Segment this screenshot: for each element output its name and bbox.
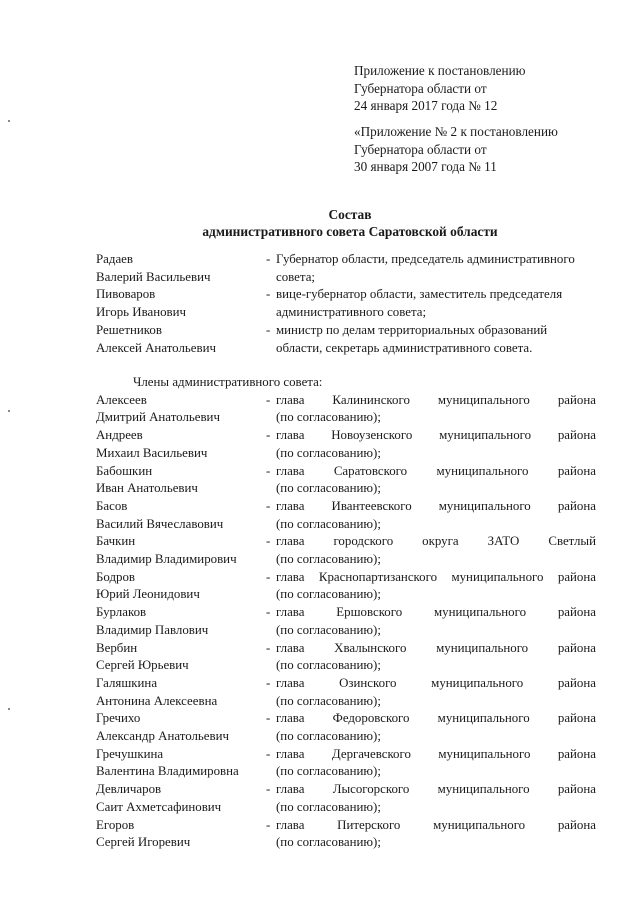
person-surname: Бачкин — [96, 534, 136, 549]
appendix-original-note — [354, 123, 624, 176]
role-line: глава Питерского муниципального района — [276, 817, 596, 832]
appendix-line: 30 января 2007 года № 11 — [354, 159, 497, 174]
role-text — [276, 710, 596, 745]
role-line: глава Хвалынского муниципального района — [276, 640, 596, 655]
role-dash: - — [266, 746, 271, 761]
role-line: глава Ершовского муниципального района — [276, 605, 596, 620]
person-role — [266, 746, 596, 781]
role-line: (по согласованию); — [276, 799, 381, 814]
person-role — [266, 533, 596, 568]
role-dash: - — [266, 252, 271, 266]
role-dash: - — [266, 782, 271, 797]
appendix-line: 24 января 2017 года № 12 — [354, 98, 498, 113]
role-text — [276, 569, 596, 604]
person-surname: Егоров — [96, 817, 135, 832]
role-text — [276, 427, 596, 462]
member-entry — [96, 604, 596, 639]
person-name — [96, 569, 266, 604]
role-text — [276, 746, 596, 781]
scan-speck — [8, 708, 10, 710]
role-text — [276, 286, 596, 321]
members-rows — [96, 392, 596, 852]
role-line: (по согласованию); — [276, 693, 381, 708]
person-given-names: Александр Анатольевич — [96, 729, 229, 744]
member-entry — [96, 746, 596, 781]
members-list — [96, 374, 596, 852]
person-role — [266, 463, 596, 498]
person-role — [266, 498, 596, 533]
person-name — [96, 392, 266, 427]
person-surname: Басов — [96, 498, 128, 513]
role-line: глава Дергачевского муниципального района — [276, 746, 596, 761]
person-given-names: Владимир Владимирович — [96, 552, 237, 567]
person-given-names: Антонина Алексеевна — [96, 693, 218, 708]
person-role — [266, 640, 596, 675]
role-dash: - — [266, 463, 271, 478]
person-name — [96, 710, 266, 745]
role-line: (по согласованию); — [276, 835, 381, 850]
member-entry — [96, 498, 596, 533]
role-line: глава Новоузенского муниципального района — [276, 428, 596, 443]
person-given-names: Сергей Игоревич — [96, 835, 191, 850]
role-line: области, секретарь административного совета. — [276, 340, 533, 355]
person-surname: Бурлаков — [96, 605, 147, 620]
role-line: (по согласованию); — [276, 764, 381, 779]
person-role — [266, 392, 596, 427]
leader-entry — [96, 286, 596, 321]
person-surname: Гречихо — [96, 711, 141, 726]
role-line: административного совета; — [276, 305, 427, 320]
person-name — [96, 322, 266, 357]
member-entry — [96, 675, 596, 710]
member-entry — [96, 817, 596, 852]
member-entry — [96, 569, 596, 604]
person-surname: Бабошкин — [96, 463, 153, 478]
person-surname: Девличаров — [96, 782, 162, 797]
person-given-names: Дмитрий Анатольевич — [96, 410, 220, 425]
role-text — [276, 604, 596, 639]
person-role — [266, 569, 596, 604]
person-role — [266, 781, 596, 816]
person-surname: Бодров — [96, 569, 136, 584]
person-given-names: Юрий Леонидович — [96, 587, 200, 602]
member-entry — [96, 533, 596, 568]
person-role — [266, 817, 596, 852]
role-line: (по согласованию); — [276, 622, 381, 637]
person-surname: Гречушкина — [96, 746, 164, 761]
role-line: (по согласованию); — [276, 729, 381, 744]
document-title — [60, 207, 640, 240]
person-name — [96, 675, 266, 710]
role-line: глава городского округа ЗАТО Светлый — [276, 534, 596, 549]
title-line: Состав — [328, 207, 372, 222]
role-dash: - — [266, 711, 271, 726]
appendix-line: «Приложение № 2 к постановлению — [354, 124, 558, 139]
person-name — [96, 817, 266, 852]
person-surname: Решетников — [96, 322, 162, 337]
role-line: (по согласованию); — [276, 410, 381, 425]
appendix-line: Губернатора области от — [354, 141, 487, 157]
role-line: (по согласованию); — [276, 481, 381, 496]
person-name — [96, 286, 266, 321]
role-text — [276, 640, 596, 675]
person-name — [96, 746, 266, 781]
role-line: глава Калининского муниципального района — [276, 392, 596, 407]
person-given-names: Иван Анатольевич — [96, 481, 198, 496]
member-entry — [96, 463, 596, 498]
person-name — [96, 463, 266, 498]
person-name — [96, 533, 266, 568]
person-given-names: Михаил Васильевич — [96, 445, 208, 460]
scan-speck — [8, 120, 10, 122]
role-dash: - — [266, 392, 271, 407]
person-given-names: Алексей Анатольевич — [96, 340, 216, 355]
person-given-names: Сергей Юрьевич — [96, 658, 189, 673]
leader-entry — [96, 322, 596, 357]
person-role — [266, 604, 596, 639]
role-text — [276, 533, 596, 568]
person-role — [266, 322, 596, 357]
role-dash: - — [266, 605, 271, 620]
person-name — [96, 640, 266, 675]
role-text — [276, 463, 596, 498]
scan-speck — [8, 410, 10, 412]
member-entry — [96, 427, 596, 462]
person-name — [96, 498, 266, 533]
role-dash: - — [266, 817, 271, 832]
leader-entry — [96, 251, 596, 286]
role-line: глава Краснопартизанского муниципального района — [276, 569, 596, 584]
member-entry — [96, 781, 596, 816]
person-surname: Радаев — [96, 252, 133, 266]
role-dash: - — [266, 675, 271, 690]
person-name — [96, 604, 266, 639]
role-line: глава Озинского муниципального района — [276, 675, 596, 690]
person-surname: Алексеев — [96, 392, 147, 407]
person-role — [266, 710, 596, 745]
role-text — [276, 322, 596, 357]
role-dash: - — [266, 287, 271, 302]
person-given-names: Валентина Владимировна — [96, 764, 239, 779]
role-line: (по согласованию); — [276, 445, 381, 460]
role-dash: - — [266, 640, 271, 655]
person-role — [266, 251, 596, 286]
role-line: глава Саратовского муниципального района — [276, 463, 596, 478]
appendix-line: Губернатора области от — [354, 80, 487, 96]
appendix-line: Приложение к постановлению — [354, 63, 526, 78]
member-entry — [96, 392, 596, 427]
role-line: глава Лысогорского муниципального района — [276, 782, 596, 797]
person-name — [96, 427, 266, 462]
member-entry — [96, 640, 596, 675]
role-line: вице-губернатор области, заместитель председателя — [276, 287, 563, 302]
person-name — [96, 781, 266, 816]
person-surname: Вербин — [96, 640, 138, 655]
role-line: (по согласованию); — [276, 516, 381, 531]
role-text — [276, 251, 596, 286]
person-surname: Андреев — [96, 428, 143, 443]
person-surname: Галяшкина — [96, 675, 158, 690]
person-given-names: Валерий Васильевич — [96, 269, 211, 284]
person-name — [96, 251, 266, 286]
appendix-current-note — [354, 62, 624, 115]
role-dash: - — [266, 322, 271, 337]
role-dash: - — [266, 428, 271, 443]
person-given-names: Саит Ахметсафинович — [96, 799, 222, 814]
role-line: совета; — [276, 269, 315, 284]
role-line: (по согласованию); — [276, 552, 381, 567]
role-text — [276, 675, 596, 710]
role-dash: - — [266, 498, 271, 513]
role-text — [276, 781, 596, 816]
role-line: (по согласованию); — [276, 658, 381, 673]
member-entry — [96, 710, 596, 745]
role-line: глава Ивантеевского муниципального района — [276, 498, 596, 513]
role-text — [276, 392, 596, 427]
person-given-names: Владимир Павлович — [96, 622, 209, 637]
person-surname: Пивоваров — [96, 287, 156, 302]
role-text — [276, 817, 596, 852]
role-line: Губернатор области, председатель административного — [276, 252, 575, 266]
role-text — [276, 498, 596, 533]
role-dash: - — [266, 569, 271, 584]
members-heading: Члены административного совета: — [133, 375, 323, 389]
title-line: административного совета Саратовской области — [202, 223, 498, 239]
person-role — [266, 427, 596, 462]
person-role — [266, 286, 596, 321]
role-dash: - — [266, 534, 271, 549]
person-given-names: Игорь Иванович — [96, 305, 187, 320]
role-line: глава Федоровского муниципального района — [276, 711, 596, 726]
role-line: (по согласованию); — [276, 587, 381, 602]
leaders-list — [96, 251, 596, 357]
person-given-names: Василий Вячеславович — [96, 516, 224, 531]
person-role — [266, 675, 596, 710]
role-line: министр по делам территориальных образований — [276, 322, 548, 337]
